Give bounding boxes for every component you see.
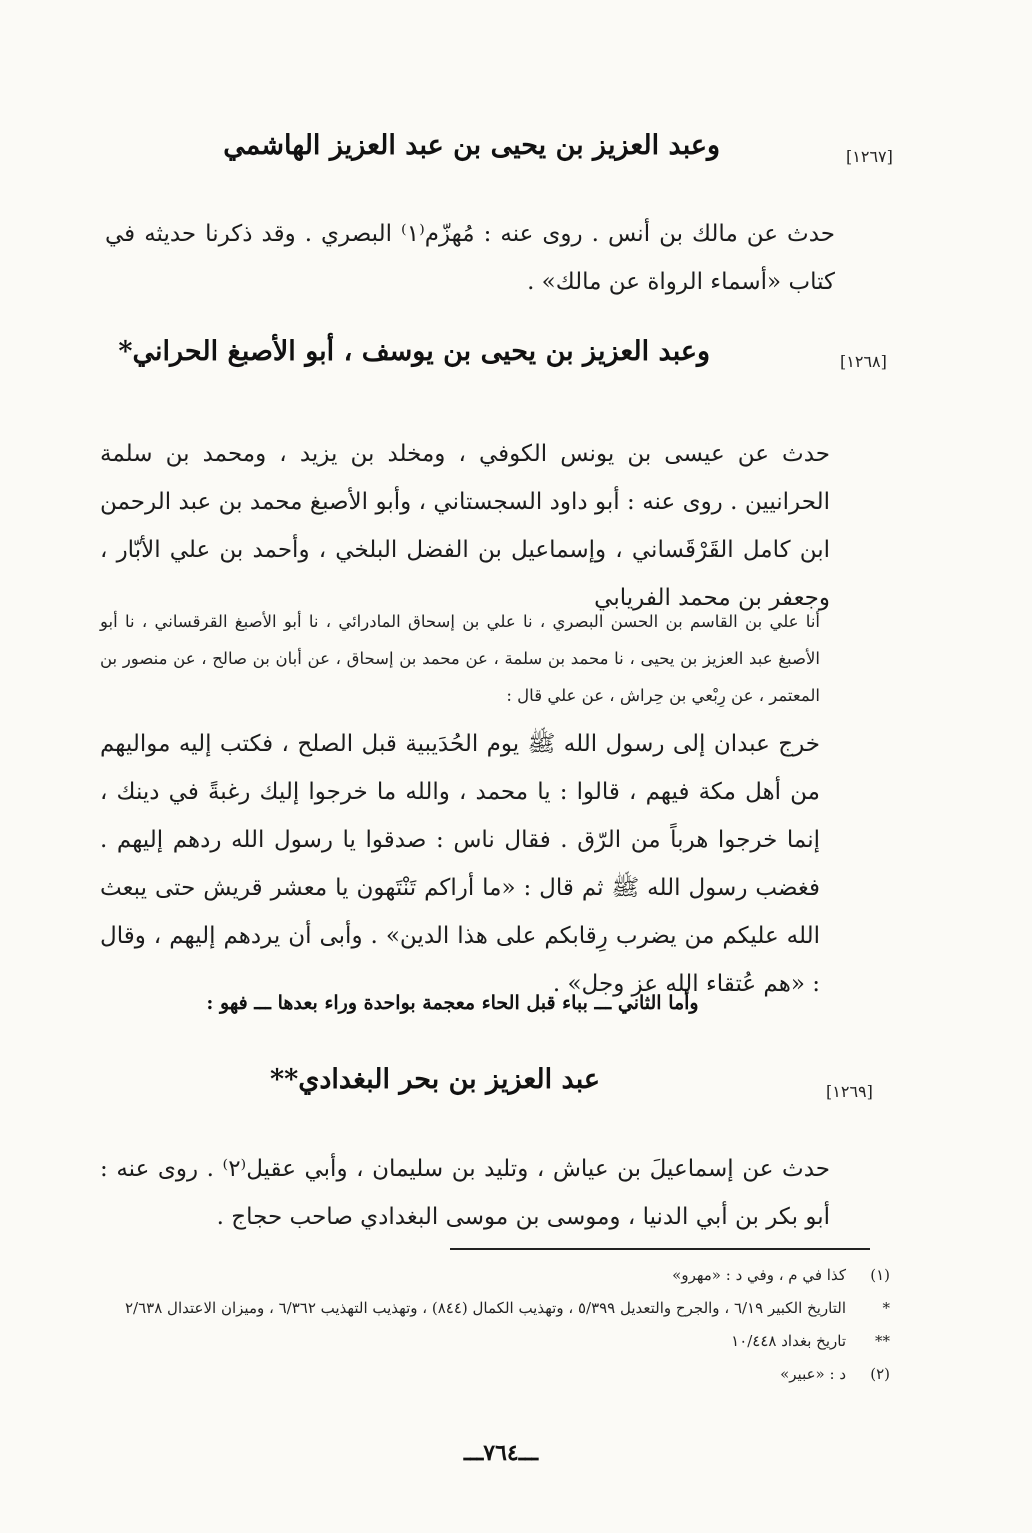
entry-number: [١٢٦٧] <box>846 147 893 166</box>
footnote <box>90 1361 890 1388</box>
entry-number: [١٢٦٩] <box>826 1082 873 1101</box>
entry-number: [١٢٦٨] <box>840 352 887 371</box>
entry-paragraph: حدث عن إسماعيلَ بن عياش ، وتليد بن سليمان ، وأبي عقيل⁽٢⁾ . روى عنه : أبو بكر بن أبي الدنيا ، وموسى بن موسى البغدادي صاحب حجاج . <box>100 1156 830 1230</box>
footnote-separator <box>450 1248 870 1250</box>
transition-note: وأما الثاني ـــ بباء قبل الحاء معجمة بواحدة وراء بعدها ـــ فهو : <box>206 992 699 1014</box>
hadith-paragraph: خرج عبدان إلى رسول الله ﷺ يوم الحُدَيبية قبل الصلح ، فكتب إليه مواليهم من أهل مكة فيهم ، قالوا : يا محمد ، والله ما خرجوا إليك رغبةً في دينك ، إنما خرجوا هرباً من الرّق . فقال ناس : صدقوا يا رسول الله ردهم إليهم . فغضب رسول الله ﷺ ثم قال : «ما أراكم تَنْتَهون يا معشر قريش حتى يبعث الله عليكم من يضرب رِقابكم على هذا الدين» . وأبى أن يردهم إليهم ، وقال : «هم عُتقاء الله عز وجل» . <box>100 731 820 997</box>
footnote-marker: * <box>882 1299 890 1317</box>
isnad-chain <box>100 603 820 714</box>
footnote-marker: (٢) <box>870 1365 890 1383</box>
footnote-text: التاريخ الكبير ٦/١٩ ، والجرح والتعديل ٥/٣٩٩ ، وتهذيب الكمال (٨٤٤) ، وتهذيب التهذيب ٦/٣٦٢ ، وميزان الاعتدال ٢/٦٣٨ <box>125 1299 846 1317</box>
footnote-text: د : «عبير» <box>780 1365 846 1383</box>
entry-paragraph: حدث عن مالك بن أنس . روى عنه : مُهزّم⁽١⁾ البصري . وقد ذكرنا حديثه في كتاب «أسماء الرواة عن مالك» . <box>105 221 835 295</box>
footnote <box>90 1262 890 1289</box>
footnote-text: تاريخ بغداد ١٠/٤٤٨ <box>731 1332 846 1350</box>
hadith-text <box>100 720 820 1008</box>
footnote <box>90 1328 890 1355</box>
footnote-text: كذا في م ، وفي د : «مهرو» <box>672 1266 846 1284</box>
entry-body <box>105 210 835 306</box>
page-number: ـــ٧٦٤ـــ <box>463 1440 539 1466</box>
entry-paragraph: حدث عن عيسى بن يونس الكوفي ، ومخلد بن يزيد ، ومحمد بن سلمة الحرانيين . روى عنه : أبو داود السجستاني ، وأبو الأصبغ محمد بن عبد الرحمن ابن كامل القَرْقَساني ، وإسماعيل بن الفضل البلخي ، وأحمد بن علي الأبّار ، وجعفر بن محمد الفريابي <box>100 441 830 611</box>
entry-heading: وعبد العزيز بن يحيى بن عبد العزيز الهاشمي <box>223 130 720 161</box>
entry-heading: وعبد العزيز بن يحيى بن يوسف ، أبو الأصبغ الحراني* <box>118 336 710 367</box>
isnad-text: أنا علي بن القاسم بن الحسن البصري ، نا علي بن إسحاق المادرائي ، نا أبو الأصبغ القرقساني ، نا أبو الأصبغ عبد العزيز بن يحيى ، نا محمد بن سلمة ، عن محمد بن إسحاق ، عن أبان بن صالح ، عن منصور بن المعتمر ، عن رِبْعي بن حِراش ، عن علي قال : <box>100 612 820 705</box>
footnote <box>90 1295 890 1322</box>
entry-body <box>100 1145 830 1241</box>
footnote-marker: ** <box>875 1332 890 1350</box>
entry-heading: عبد العزيز بن بحر البغدادي** <box>270 1064 600 1095</box>
footnotes <box>90 1262 890 1394</box>
footnote-marker: (١) <box>870 1266 890 1284</box>
entry-body <box>100 430 830 622</box>
